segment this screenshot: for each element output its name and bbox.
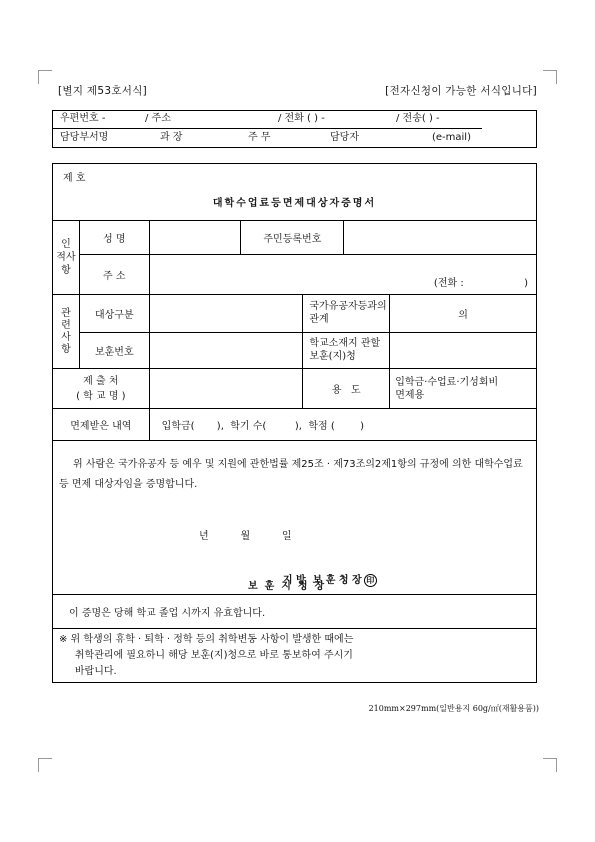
postal-code-label: 우편번호 -: [60, 113, 106, 124]
seal-icon: 印: [364, 574, 377, 587]
address-label: / 주소: [145, 113, 171, 124]
purpose-value: 입학금·수업료·기성회비 면제용: [390, 369, 537, 409]
crop-mark-bottom-right: [556, 758, 557, 772]
target-type-field[interactable]: [149, 295, 303, 333]
phone-label: / 전화 ( ) -: [278, 113, 325, 124]
issue-date: 년 월 일: [199, 531, 292, 542]
chief-label: 과 장: [160, 132, 183, 143]
validity-note: 이 증명은 당해 학교 졸업 시까지 유효합니다.: [53, 595, 537, 629]
certification-statement: 위 사람은 국가유공자 등 예우 및 지원에 관한법률 제25조 · 제73조의2제1항의 규정에 의한 대학수업료 등 면제 대상자임을 증명합니다.: [59, 459, 523, 490]
bohun-no-label: 보훈번호: [79, 333, 149, 369]
crop-mark-top-right-h: [543, 70, 557, 71]
reporting-note: ※ 위 학생의 휴학 · 퇴학 · 정학 등의 취학변동 사항이 발생한 때에는 취학관리에 필요하니 해당 보훈(지)청으로 바로 통보하여 주시기 바랍니다.: [53, 629, 537, 683]
address-field[interactable]: (전화 : ): [149, 255, 536, 295]
doc-number-label: 제 호: [53, 164, 537, 189]
crop-mark-bottom-left: [38, 758, 39, 772]
certificate-title: 대학수업료등면제대상자증명서: [53, 189, 537, 221]
address-row-label: 주 소: [79, 255, 149, 295]
name-label: 성 명: [79, 221, 149, 255]
crop-mark-top-right: [556, 70, 557, 84]
personal-info-section: 인 적사 항: [53, 221, 80, 295]
paper-spec: 210mm×297mm(일반용지 60g/㎡(재활용품)): [368, 704, 539, 713]
certificate-form: [52, 163, 537, 683]
officer-label: 주 무: [248, 132, 271, 143]
crop-mark-bottom-left-h: [38, 758, 52, 759]
dept-label: 담당부서명: [60, 132, 109, 143]
relation-label: 국가유공자등과의 관계: [303, 295, 390, 333]
exempt-label: 면제받은 내역: [53, 409, 150, 441]
exempt-field[interactable]: 입학금( ), 학기 수( ), 학점 ( ): [149, 409, 536, 441]
form-number: [별지 제53호서식]: [58, 85, 148, 97]
staff-label: 담당자: [330, 132, 359, 143]
relation-section: 관 련 사 항: [53, 295, 80, 369]
email-label: (e-mail): [432, 132, 471, 143]
submit-to-label: 제 출 처 ( 학 교 명 ): [53, 369, 150, 409]
bohun-no-field[interactable]: [149, 333, 303, 369]
crop-mark-top-left-h: [38, 70, 52, 71]
issuer-branch-office: 보 훈 지 청 장: [248, 581, 325, 592]
name-field[interactable]: [149, 221, 241, 255]
crop-mark-bottom-right-h: [543, 758, 557, 759]
relation-field[interactable]: 의: [390, 295, 537, 333]
electronic-application-note: [전자신청이 가능한 서식입니다]: [385, 85, 537, 97]
target-type-label: 대상구분: [79, 295, 149, 333]
submit-to-field[interactable]: [149, 369, 303, 409]
jurisdiction-label: 학교소재지 관할 보훈(지)청: [303, 333, 390, 369]
resident-no-field[interactable]: [344, 221, 537, 255]
jurisdiction-field[interactable]: [390, 333, 537, 369]
purpose-label: 용 도: [303, 369, 390, 409]
fax-label: / 전송( ) -: [396, 113, 440, 124]
issuer-1-text: 지 방 보 훈 청 장: [282, 575, 362, 586]
crop-mark-top-left: [38, 70, 39, 84]
resident-no-label: 주민등록번호: [241, 221, 344, 255]
certification-block: [53, 441, 537, 595]
